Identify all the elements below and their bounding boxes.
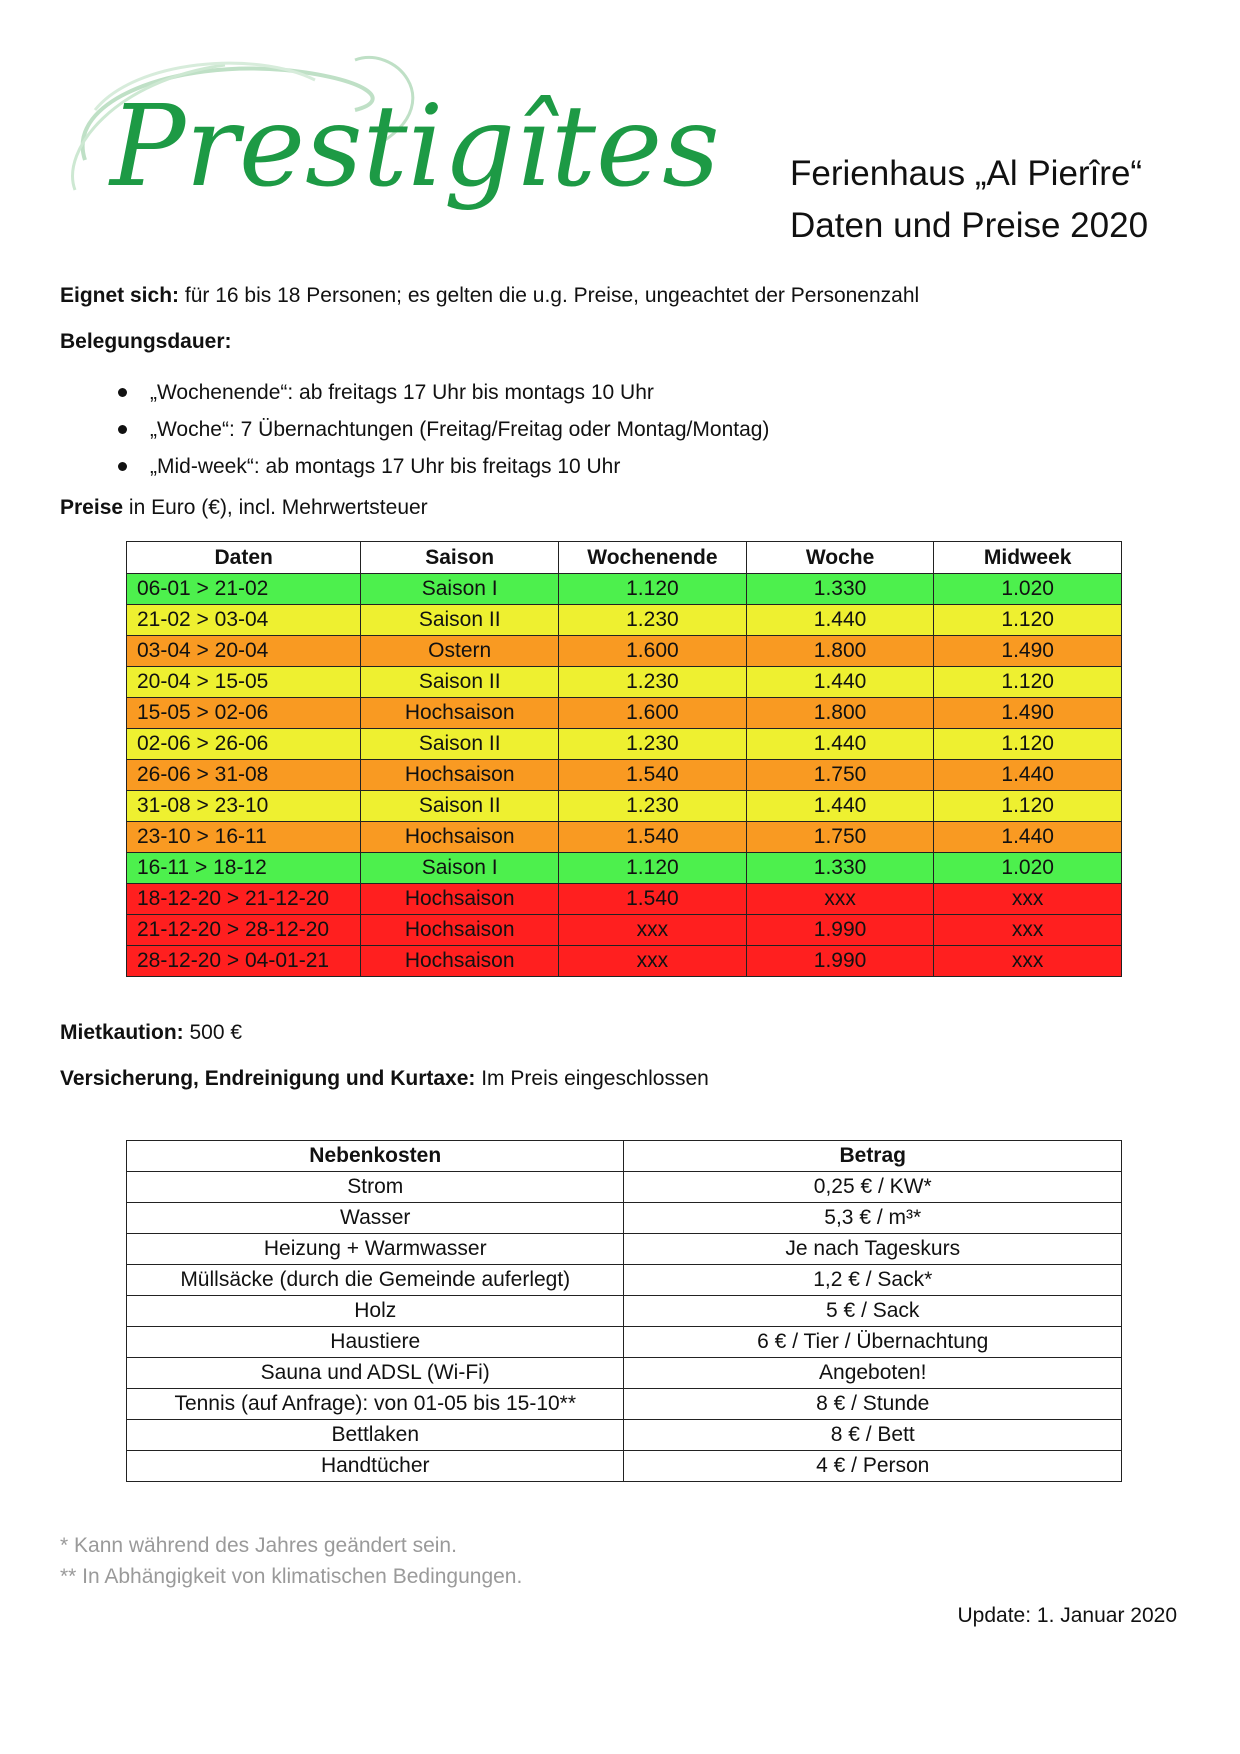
cell-dates: 02-06 > 26-06 — [127, 729, 361, 760]
cell-dates: 23-10 > 16-11 — [127, 822, 361, 853]
table-row — [127, 605, 1122, 636]
cell-season: Saison I — [361, 853, 559, 884]
extra-costs-table — [126, 1140, 1122, 1482]
cell-dates: 20-04 > 15-05 — [127, 667, 361, 698]
cell-week: 1.990 — [746, 946, 934, 977]
table-row — [127, 729, 1122, 760]
cell-week: 1.750 — [746, 760, 934, 791]
table-row — [127, 1327, 1122, 1358]
list-item-text: „Woche“: 7 Übernachtungen (Freitag/Freitag oder Montag/Montag) — [150, 418, 770, 441]
cell-midweek: 1.490 — [934, 636, 1122, 667]
list-item-text: „Mid-week“: ab montags 17 Uhr bis freitags 10 Uhr — [150, 455, 621, 478]
document-title — [790, 148, 1210, 252]
deposit-text: 500 € — [183, 1021, 243, 1044]
header-weekend: Wochenende — [559, 542, 747, 574]
cell-cost-item: Wasser — [127, 1203, 624, 1234]
cell-season: Saison II — [361, 667, 559, 698]
cell-weekend: 1.600 — [559, 636, 747, 667]
included-label: Versicherung, Endreinigung und Kurtaxe: — [60, 1067, 476, 1090]
cell-weekend: xxx — [559, 946, 747, 977]
table-row — [127, 1234, 1122, 1265]
cell-midweek: xxx — [934, 915, 1122, 946]
table-row — [127, 667, 1122, 698]
footnote-2: ** In Abhängigkeit von klimatischen Bedingungen. — [60, 1565, 523, 1588]
table-row — [127, 1265, 1122, 1296]
cell-dates: 06-01 > 21-02 — [127, 574, 361, 605]
cell-dates: 18-12-20 > 21-12-20 — [127, 884, 361, 915]
cell-weekend: 1.230 — [559, 667, 747, 698]
suitable-text: für 16 bis 18 Personen; es gelten die u.g. Preise, ungeachtet der Personenzahl — [179, 284, 920, 307]
cell-cost-item: Müllsäcke (durch die Gemeinde auferlegt) — [127, 1265, 624, 1296]
cell-cost-item: Sauna und ADSL (Wi-Fi) — [127, 1358, 624, 1389]
cell-week: xxx — [746, 884, 934, 915]
table-row — [127, 1420, 1122, 1451]
cell-cost-amount: 4 € / Person — [624, 1451, 1122, 1482]
prices-intro — [60, 496, 428, 520]
cell-cost-item: Handtücher — [127, 1451, 624, 1482]
extra-costs-body — [127, 1172, 1122, 1482]
table-row — [127, 1172, 1122, 1203]
cell-cost-amount: Je nach Tageskurs — [624, 1234, 1122, 1265]
title-line-2: Daten und Preise 2020 — [790, 206, 1149, 245]
cell-cost-amount: 5,3 € / m³* — [624, 1203, 1122, 1234]
cell-dates: 26-06 > 31-08 — [127, 760, 361, 791]
cell-weekend: xxx — [559, 915, 747, 946]
deposit-label: Mietkaution: — [60, 1021, 184, 1044]
cell-cost-item: Tennis (auf Anfrage): von 01-05 bis 15-10** — [127, 1389, 624, 1420]
header-amount: Betrag — [624, 1141, 1122, 1172]
cell-week: 1.330 — [746, 853, 934, 884]
cell-season: Hochsaison — [361, 884, 559, 915]
cell-season: Saison II — [361, 605, 559, 636]
cell-cost-amount: 0,25 € / KW* — [624, 1172, 1122, 1203]
list-item — [118, 374, 769, 411]
cell-weekend: 1.540 — [559, 760, 747, 791]
cell-midweek: xxx — [934, 946, 1122, 977]
cell-midweek: 1.120 — [934, 791, 1122, 822]
table-row — [127, 1296, 1122, 1327]
cell-midweek: 1.020 — [934, 853, 1122, 884]
cell-midweek: 1.120 — [934, 605, 1122, 636]
table-header-row — [127, 542, 1122, 574]
header-midweek: Midweek — [934, 542, 1122, 574]
cell-week: 1.330 — [746, 574, 934, 605]
cell-dates: 15-05 > 02-06 — [127, 698, 361, 729]
cell-dates: 21-02 > 03-04 — [127, 605, 361, 636]
cell-season: Hochsaison — [361, 822, 559, 853]
cell-midweek: 1.120 — [934, 729, 1122, 760]
cell-season: Ostern — [361, 636, 559, 667]
cell-cost-item: Holz — [127, 1296, 624, 1327]
cell-dates: 16-11 > 18-12 — [127, 853, 361, 884]
table-row — [127, 791, 1122, 822]
cell-week: 1.440 — [746, 667, 934, 698]
table-row — [127, 884, 1122, 915]
suitable-label: Eignet sich: — [60, 284, 180, 307]
header-week: Woche — [746, 542, 934, 574]
cell-midweek: 1.440 — [934, 822, 1122, 853]
cell-season: Saison I — [361, 574, 559, 605]
cell-midweek: 1.440 — [934, 760, 1122, 791]
list-item — [118, 411, 769, 448]
table-row — [127, 1203, 1122, 1234]
cell-week: 1.440 — [746, 605, 934, 636]
table-row — [127, 636, 1122, 667]
duration-label: Belegungsdauer: — [60, 330, 232, 353]
table-row — [127, 574, 1122, 605]
cell-midweek: 1.120 — [934, 667, 1122, 698]
cell-midweek: 1.490 — [934, 698, 1122, 729]
cell-weekend: 1.120 — [559, 853, 747, 884]
table-row — [127, 1389, 1122, 1420]
cell-midweek: 1.020 — [934, 574, 1122, 605]
cell-cost-item: Heizung + Warmwasser — [127, 1234, 624, 1265]
cell-dates: 03-04 > 20-04 — [127, 636, 361, 667]
included-line — [60, 1067, 709, 1091]
cell-season: Hochsaison — [361, 760, 559, 791]
cell-dates: 28-12-20 > 04-01-21 — [127, 946, 361, 977]
duration-heading — [60, 330, 232, 354]
table-row — [127, 1358, 1122, 1389]
cell-cost-amount: 8 € / Bett — [624, 1420, 1122, 1451]
included-text: Im Preis eingeschlossen — [475, 1067, 709, 1090]
cell-week: 1.800 — [746, 698, 934, 729]
cell-cost-amount: 6 € / Tier / Übernachtung — [624, 1327, 1122, 1358]
cell-dates: 21-12-20 > 28-12-20 — [127, 915, 361, 946]
cell-midweek: xxx — [934, 884, 1122, 915]
cell-weekend: 1.120 — [559, 574, 747, 605]
cell-weekend: 1.540 — [559, 822, 747, 853]
table-row — [127, 946, 1122, 977]
cell-weekend: 1.540 — [559, 884, 747, 915]
cell-dates: 31-08 > 23-10 — [127, 791, 361, 822]
duration-list — [118, 374, 769, 485]
table-row — [127, 822, 1122, 853]
table-row — [127, 760, 1122, 791]
suitable-line — [60, 284, 919, 308]
list-item — [118, 448, 769, 485]
bullet-icon — [118, 388, 127, 397]
cell-cost-item: Strom — [127, 1172, 624, 1203]
bullet-icon — [118, 462, 127, 471]
cell-cost-amount: 1,2 € / Sack* — [624, 1265, 1122, 1296]
prices-text: in Euro (€), incl. Mehrwertsteuer — [123, 496, 428, 519]
cell-weekend: 1.230 — [559, 605, 747, 636]
cell-weekend: 1.230 — [559, 791, 747, 822]
table-row — [127, 915, 1122, 946]
header-extra-costs: Nebenkosten — [127, 1141, 624, 1172]
cell-cost-amount: Angeboten! — [624, 1358, 1122, 1389]
cell-week: 1.800 — [746, 636, 934, 667]
update-date: Update: 1. Januar 2020 — [957, 1604, 1177, 1627]
deposit-line — [60, 1021, 242, 1045]
cell-week: 1.750 — [746, 822, 934, 853]
header-dates: Daten — [127, 542, 361, 574]
cell-week: 1.440 — [746, 791, 934, 822]
prices-label: Preise — [60, 496, 124, 519]
table-row — [127, 698, 1122, 729]
footnote-1: * Kann während des Jahres geändert sein. — [60, 1534, 457, 1557]
logo-text: Prestigîtes — [110, 82, 720, 212]
cell-week: 1.440 — [746, 729, 934, 760]
price-table — [126, 541, 1122, 977]
cell-cost-amount: 5 € / Sack — [624, 1296, 1122, 1327]
cell-season: Saison II — [361, 729, 559, 760]
cell-weekend: 1.600 — [559, 698, 747, 729]
cell-season: Saison II — [361, 791, 559, 822]
header-season: Saison — [361, 542, 559, 574]
cell-season: Hochsaison — [361, 946, 559, 977]
cell-cost-item: Bettlaken — [127, 1420, 624, 1451]
cell-weekend: 1.230 — [559, 729, 747, 760]
cell-cost-item: Haustiere — [127, 1327, 624, 1358]
price-table-body — [127, 574, 1122, 977]
table-row — [127, 1451, 1122, 1482]
cell-week: 1.990 — [746, 915, 934, 946]
cell-cost-amount: 8 € / Stunde — [624, 1389, 1122, 1420]
title-line-1: Ferienhaus „Al Pierîre“ — [790, 154, 1143, 193]
table-header-row — [127, 1141, 1122, 1172]
table-row — [127, 853, 1122, 884]
bullet-icon — [118, 425, 127, 434]
prestigites-logo — [55, 40, 720, 250]
list-item-text: „Wochenende“: ab freitags 17 Uhr bis montags 10 Uhr — [150, 381, 654, 404]
cell-season: Hochsaison — [361, 915, 559, 946]
cell-season: Hochsaison — [361, 698, 559, 729]
